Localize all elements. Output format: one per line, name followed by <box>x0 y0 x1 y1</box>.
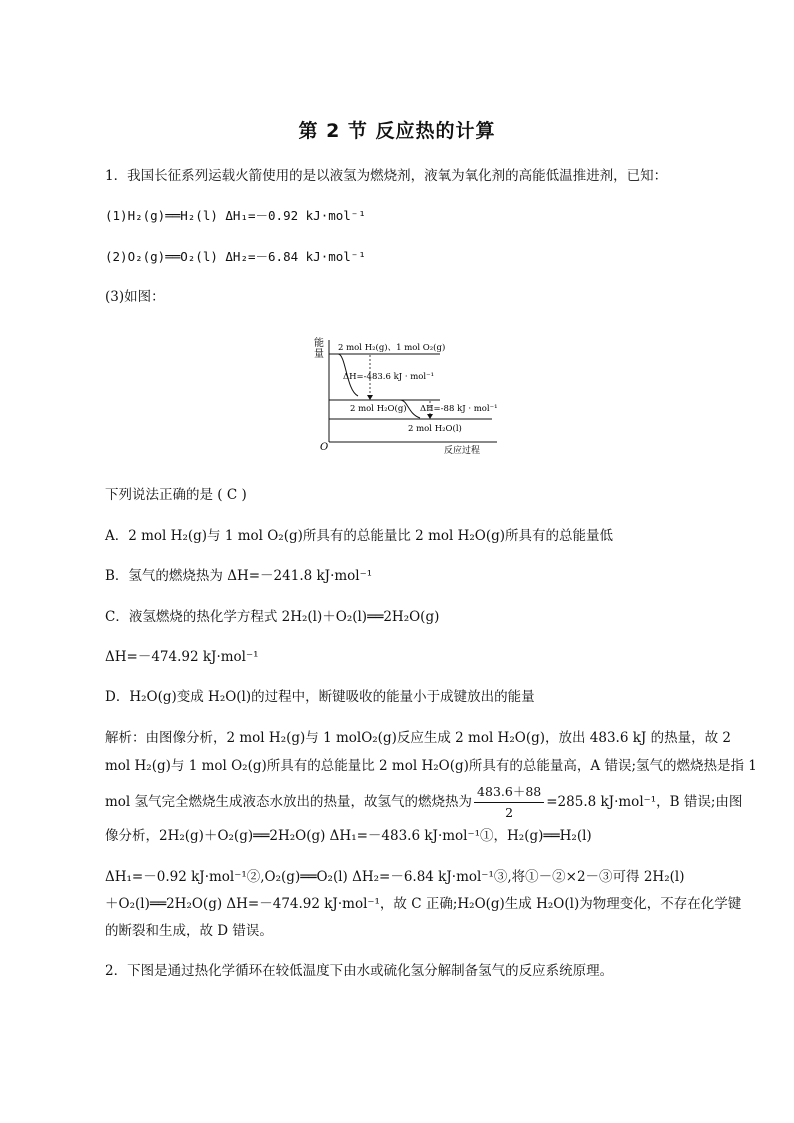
dh2-arrow-head <box>427 414 433 419</box>
y-axis-label-1: 能 <box>314 338 324 349</box>
equation-1: (1)H₂(g)══H₂(l) ΔH₁=－0.92 kJ·mol⁻¹ <box>105 208 366 223</box>
level-bottom-label: 2 mol H₂O(l) <box>408 424 462 434</box>
analysis-line-3 <box>105 783 742 822</box>
dh2-label: ΔH=-88 kJ · mol⁻¹ <box>420 404 498 414</box>
y-axis-label-2: 量 <box>314 349 324 360</box>
option-d: D．H₂O(g)变成 H₂O(l)的过程中，断键吸收的能量小于成键放出的能量 <box>105 689 535 705</box>
level-mid-label: 2 mol H₂O(g) <box>350 404 407 414</box>
option-b: B．氢气的燃烧热为 ΔH=－241.8 kJ·mol⁻¹ <box>105 568 373 584</box>
analysis-line-2: mol H₂(g)与 1 mol O₂(g)所具有的总能量比 2 mol H₂O(g)所具有的总能量高，A 错误;氢气的燃烧热是指 1 <box>105 758 757 774</box>
analysis-line-4: 像分析，2H₂(g)＋O₂(g)══2H₂O(g) ΔH₁=－483.6 kJ·mol⁻¹①，H₂(g)══H₂(l) <box>105 828 592 844</box>
dh1-arrow-head <box>367 395 373 400</box>
analysis-line-3-end: =285.8 kJ·mol⁻¹，B 错误;由图 <box>546 794 743 810</box>
fraction <box>474 783 544 822</box>
analysis-line-5: ΔH₁=－0.92 kJ·mol⁻¹②,O₂(g)══O₂(l) ΔH₂=－6.84 kJ·mol⁻¹③,将①－②×2－③可得 2H₂(l) <box>105 869 685 885</box>
equation-2: (2)O₂(g)══O₂(l) ΔH₂=－6.84 kJ·mol⁻¹ <box>105 249 366 264</box>
option-a: A．2 mol H₂(g)与 1 mol O₂(g)所具有的总能量比 2 mol H₂O(g)所具有的总能量低 <box>105 528 614 544</box>
question-2-stem: 2．下图是通过热化学循环在较低温度下由水或硫化氢分解制备氢气的反应系统原理。 <box>105 963 614 979</box>
analysis-line-1: 解析：由图像分析，2 mol H₂(g)与 1 molO₂(g)反应生成 2 mol H₂O(g)，放出 483.6 kJ 的热量，故 2 <box>105 730 731 746</box>
x-axis-label: 反应过程 <box>444 446 481 456</box>
page-title: 第 2 节 反应热的计算 <box>298 120 496 142</box>
energy-diagram <box>312 332 512 458</box>
level-top-label: 2 mol H₂(g)、1 mol O₂(g) <box>338 343 446 353</box>
fraction-denominator: 2 <box>505 805 514 820</box>
question-prompt: 下列说法正确的是 ( C ) <box>105 487 247 503</box>
analysis-line-6: ＋O₂(l)══2H₂O(g) ΔH=－474.92 kJ·mol⁻¹，故 C 正确;H₂O(g)生成 H₂O(l)为物理变化，不存在化学键 <box>105 896 742 912</box>
origin-label: O <box>320 442 329 453</box>
dh1-label: ΔH=-483.6 kJ · mol⁻¹ <box>343 372 435 382</box>
fraction-numerator: 483.6＋88 <box>474 783 544 803</box>
analysis-line-7: 的断裂和生成，故 D 错误。 <box>105 923 273 939</box>
analysis-line-3-start: mol 氢气完全燃烧生成液态水放出的热量，故氢气的燃烧热为 <box>105 794 473 810</box>
equation-3: (3)如图： <box>105 289 165 305</box>
question-1-stem: 1．我国长征系列运载火箭使用的是以液氢为燃烧剂，液氧为氧化剂的高能低温推进剂，已知： <box>105 168 668 184</box>
option-c-enthalpy: ΔH=－474.92 kJ·mol⁻¹ <box>105 649 259 665</box>
option-c: C．液氢燃烧的热化学方程式 2H₂(l)＋O₂(l)══2H₂O(g) <box>105 609 440 625</box>
